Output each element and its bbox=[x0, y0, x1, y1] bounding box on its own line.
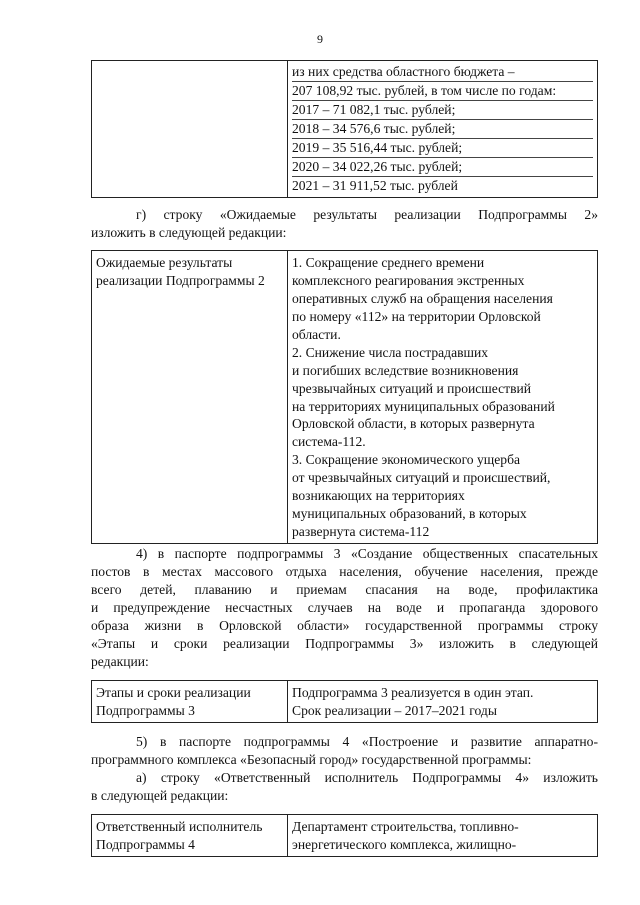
budget-line: 2019 – 35 516,44 тыс. рублей; bbox=[292, 139, 593, 158]
paragraph-4 bbox=[91, 545, 598, 671]
paragraph-line: 4) в паспорте подпрограммы 3 «Создание общественных спасательных bbox=[136, 546, 598, 561]
cell-line: по номеру «112» на территории Орловской bbox=[292, 308, 541, 324]
cell-line: 3. Сокращение экономического ущерба bbox=[292, 452, 521, 468]
cell-line: развернута система-112 bbox=[292, 524, 430, 540]
paragraph-line: и предупреждение несчастных случаев на воде и пропаганда здорового bbox=[91, 599, 598, 615]
cell-line: Подпрограмма 3 реализуется в один этап. bbox=[292, 685, 534, 700]
paragraph-5 bbox=[91, 733, 598, 769]
budget-line: 2021 – 31 911,52 тыс. рублей bbox=[292, 177, 458, 193]
paragraph-line: редакции: bbox=[91, 653, 149, 669]
paragraph-line: программного комплекса «Безопасный город» государственной программы: bbox=[91, 751, 532, 767]
cell-line: и погибших вследствие возникновения bbox=[292, 362, 519, 378]
budget-line: 207 108,92 тыс. рублей, в том числе по годам: bbox=[292, 82, 593, 101]
budget-line: 2018 – 34 576,6 тыс. рублей; bbox=[292, 120, 593, 139]
budget-table bbox=[91, 60, 598, 198]
paragraph-line: а) строку «Ответственный исполнитель Подпрограммы 4» изложить bbox=[136, 770, 598, 785]
table-cell-label bbox=[92, 681, 288, 723]
cell-line: комплексного реагирования экстренных bbox=[292, 272, 525, 288]
cell-line: оперативных служб на обращения населения bbox=[292, 290, 553, 306]
paragraph-line: образа жизни в Орловской области» государственной программы строку bbox=[91, 617, 598, 633]
table-cell-label bbox=[92, 251, 288, 544]
paragraph-line: 5) в паспорте подпрограммы 4 «Построение и развитие аппаратно- bbox=[136, 734, 598, 749]
table-cell-budget bbox=[288, 61, 598, 198]
cell-line: реализации Подпрограммы 2 bbox=[96, 272, 265, 288]
table-row bbox=[92, 681, 598, 723]
table-row bbox=[92, 815, 598, 857]
cell-line: система-112. bbox=[292, 434, 366, 450]
paragraph-line: «Этапы и сроки реализации Подпрограммы 3» изложить в следующей bbox=[91, 635, 598, 651]
expected-results-table bbox=[91, 250, 598, 544]
paragraph-line: постов в местах массового отдыха населения, обучение населения, прежде bbox=[91, 563, 598, 579]
cell-line: чрезвычайных ситуаций и происшествий bbox=[292, 380, 532, 396]
table-cell-value bbox=[288, 815, 598, 857]
cell-line: 2. Снижение числа пострадавших bbox=[292, 344, 489, 360]
table-row bbox=[92, 251, 598, 544]
cell-line: на территориях муниципальных образований bbox=[292, 398, 555, 414]
cell-line: Ответственный исполнитель bbox=[96, 819, 263, 834]
cell-line: энергетического комплекса, жилищно- bbox=[292, 836, 517, 852]
budget-line: 2020 – 34 022,26 тыс. рублей; bbox=[292, 158, 593, 177]
cell-line: Срок реализации – 2017–2021 годы bbox=[292, 702, 497, 718]
cell-line: Этапы и сроки реализации bbox=[96, 685, 251, 700]
stages-table bbox=[91, 680, 598, 723]
budget-line: 2017 – 71 082,1 тыс. рублей; bbox=[292, 101, 593, 120]
cell-line: области. bbox=[292, 326, 341, 342]
table-cell-empty bbox=[92, 61, 288, 198]
table-cell-value bbox=[288, 251, 598, 544]
responsible-executor-table bbox=[91, 814, 598, 857]
paragraph-line: в следующей редакции: bbox=[91, 787, 229, 803]
table-cell-value bbox=[288, 681, 598, 723]
paragraph-a bbox=[91, 769, 598, 805]
cell-line: возникающих на территориях bbox=[292, 488, 465, 504]
cell-line: Ожидаемые результаты bbox=[96, 255, 233, 270]
paragraph-line: всего детей, плаванию и приемам спасания на воде, профилактика bbox=[91, 581, 598, 597]
paragraph-g bbox=[91, 206, 598, 242]
page-number: 9 bbox=[317, 32, 323, 46]
cell-line: Орловской области, в которых развернута bbox=[292, 416, 535, 432]
paragraph-line: изложить в следующей редакции: bbox=[91, 224, 287, 240]
paragraph-line: г) строку «Ожидаемые результаты реализации Подпрограммы 2» bbox=[136, 207, 598, 222]
cell-line: Подпрограммы 4 bbox=[96, 836, 195, 852]
table-row bbox=[92, 61, 598, 198]
table-cell-label bbox=[92, 815, 288, 857]
cell-line: муниципальных образований, в которых bbox=[292, 506, 527, 522]
cell-line: Подпрограммы 3 bbox=[96, 702, 195, 718]
cell-line: от чрезвычайных ситуаций и происшествий, bbox=[292, 470, 551, 486]
budget-line: из них средства областного бюджета – bbox=[292, 63, 593, 82]
cell-line: 1. Сокращение среднего времени bbox=[292, 255, 485, 270]
cell-line: Департамент строительства, топливно- bbox=[292, 819, 519, 834]
